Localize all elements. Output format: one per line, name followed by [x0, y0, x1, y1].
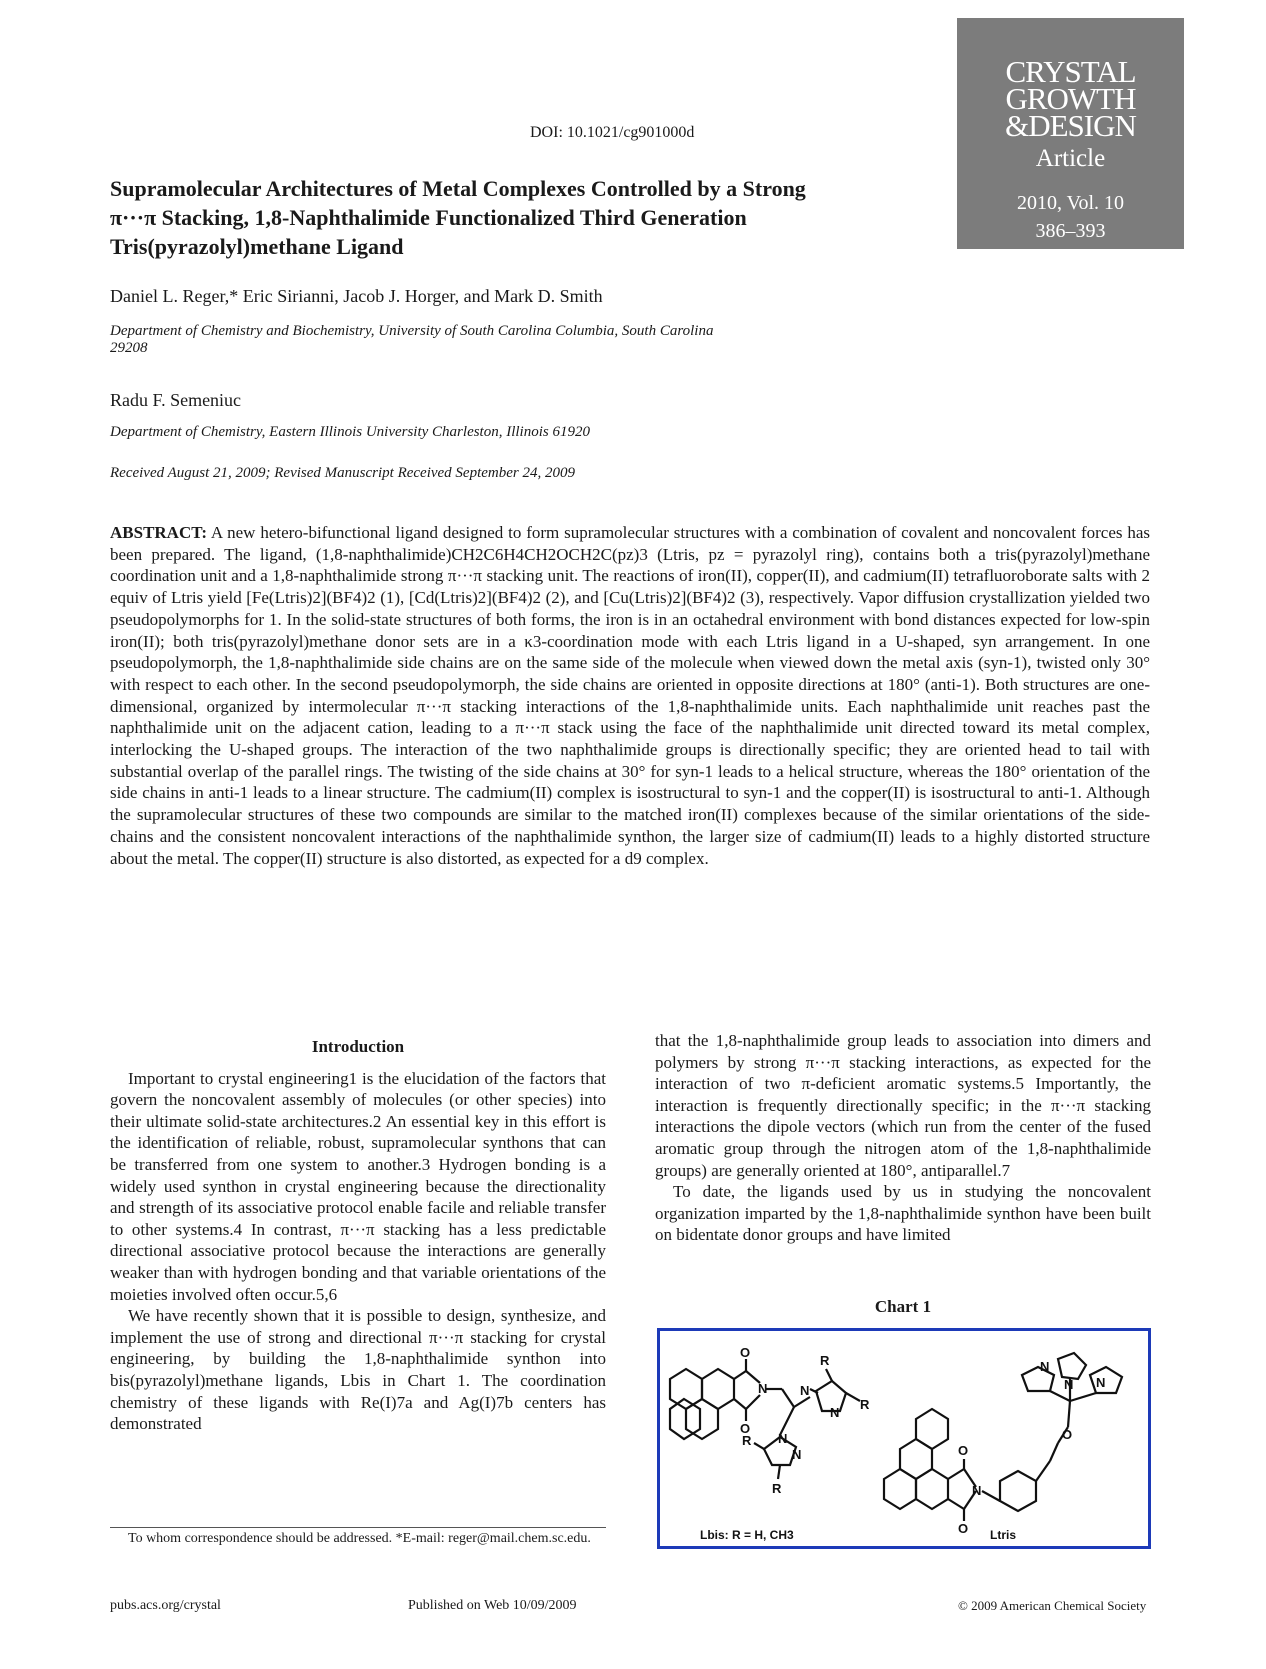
right-column — [655, 1030, 1151, 1246]
abstract — [110, 522, 1150, 869]
atom-label-r: R — [772, 1481, 782, 1496]
footnote-divider — [110, 1527, 606, 1528]
atom-label-n: N — [758, 1381, 768, 1396]
paragraph: Important to crystal engineering1 is the elucidation of the factors that govern the noncovalent assembly of molecules (or other species) into their ultimate solid-state architectures.2 An essential key in this effort is the identification of reliable, robust, supramolecular synthons that can be transferred from one system to another.3 Hydrogen bonding is a widely used synthon in crystal engineering because the directionality and strength of its associative protocol enable facile and reliable transfer to other systems.4 In contrast, π···π stacking has a less predictable directional associative protocol because the interactions are generally weaker than with hydrogen bonding and that variable orientations of the moieties involved often occur.5,6 — [110, 1068, 606, 1304]
author-list-2: Radu F. Semeniuc — [110, 390, 242, 410]
left-column — [110, 1036, 606, 1435]
journal-name-line1: CRYSTAL — [1005, 54, 1136, 89]
journal-name-line2: GROWTH — [1005, 81, 1136, 116]
chart-figure — [657, 1328, 1151, 1549]
atom-label-n: N — [800, 1383, 810, 1398]
chart-caption: Chart 1 — [874, 1297, 932, 1316]
journal-logo — [957, 18, 1184, 143]
atom-label-o: O — [1062, 1427, 1073, 1442]
atom-label-n: N — [1096, 1375, 1106, 1390]
footer-published-date: Published on Web 10/09/2009 — [408, 1598, 577, 1613]
affiliation-1: Department of Chemistry and Biochemistry, University of South Carolina Columbia, South Carolina 29208 — [110, 323, 714, 356]
atom-label-n: N — [792, 1447, 802, 1462]
ltris-structure — [884, 1353, 1122, 1521]
doi: DOI: 10.1021/cg901000d — [530, 124, 695, 141]
atom-label-r: R — [742, 1433, 752, 1448]
article-type: Article — [1035, 145, 1106, 172]
footer-copyright: © 2009 American Chemical Society — [958, 1598, 1147, 1613]
atom-label-n: N — [1064, 1377, 1074, 1392]
paper-title: Supramolecular Architectures of Metal Complexes Controlled by a Strong π···π Stacking, 1,8-Naphthalimide Functionalized Third Generation Tris(pyrazolyl)methane Ligand — [110, 176, 806, 259]
abstract-text: A new hetero-bifunctional ligand designed to form supramolecular structures with a combination of covalent and noncovalent forces has been prepared. The ligand, (1,8-naphthalimide)CH2C6H4CH2OCH2C(pz)3 (Ltris, pz = pyrazolyl ring), contains both a tris(pyrazolyl)methane coordination unit and a 1,8-naphthalimide strong π···π stacking unit. The reactions of iron(II), copper(II), and cadmium(II) tetrafluoroborate salts with 2 equiv of Ltris yield [Fe(Ltris)2](BF4)2 (1), [Cd(Ltris)2](BF4)2 (2), and [Cu(Ltris)2](BF4)2 (3), respectively. Vapor diffusion crystallization yielded two pseudopolymorphs for 1. In the solid-state structures of both forms, the iron is in an octahedral environment with bond distances expected for low-spin iron(II); both tris(pyrazolyl)methane donor sets are in a κ3-coordination mode with each Ltris ligand in a U-shaped, syn arrangement. In one pseudopolymorph, the 1,8-naphthalimide side chains are on the same side of the molecule when viewed down the metal axis (syn-1), twisted only 30° with respect to each other. In the second pseudopolymorph, the side chains are oriented in opposite directions at 180° (anti-1). Both structures are one-dimensional, organized by intermolecular π···π stacking interactions of the 1,8-naphthalimide units. Each naphthalimide unit reaches past the naphthalimide unit on the adjacent cation, leading to a π···π stack using the face of the naphthalimide unit directed toward its metal complex, interlocking the U-shaped groups. The interaction of the two naphthalimide groups is directionally specific; they are oriented head to tail with substantial overlap of the parallel rings. The twisting of the side chains at 30° for syn-1 leads to a helical structure, whereas the 180° orientation of the side chains in anti-1 leads to a linear structure. The cadmium(II) complex is isostructural to syn-1 and the copper(II) is isostructural to anti-1. Although the supramolecular structures of these two compounds are similar to the matched iron(II) complexes because of the similar orientations of the side-chains and the consistent noncovalent interactions of the naphthalimide synthon, the larger size of cadmium(II) leads to a highly distorted structure about the metal. The copper(II) structure is also distorted, as expected for a d9 complex. — [110, 523, 1151, 868]
atom-label-n: N — [778, 1431, 788, 1446]
page-range: 386–393 — [1035, 220, 1106, 242]
footer-journal-url: pubs.acs.org/crystal — [110, 1598, 221, 1613]
abstract-label: ABSTRACT: — [110, 523, 207, 542]
received-dates: Received August 21, 2009; Revised Manuscript Received September 24, 2009 — [110, 465, 575, 481]
lbis-label: Lbis: R = H, CH3 — [700, 1528, 794, 1542]
atom-label-o: O — [958, 1521, 969, 1536]
paragraph: that the 1,8-naphthalimide group leads to association into dimers and polymers by strong π···π stacking interactions, as expected for the interaction of two π-deficient aromatic systems.5 Importantly, the interaction is frequently directionally specific; in the π···π stacking interactions the dipole vectors (which run from the center of the fused aromatic group through the nitrogen atom of the 1,8-naphthalimide groups) are generally oriented at 180°, antiparallel.7 — [655, 1031, 1151, 1180]
year-volume: 2010, Vol. 10 — [1016, 192, 1125, 214]
footnote: To whom correspondence should be addressed. *E-mail: reger@mail.chem.sc.edu. — [128, 1531, 591, 1546]
paragraph: We have recently shown that it is possible to design, synthesize, and implement the use of strong and directional π···π stacking for crystal engineering, by building the 1,8-naphthalimide synthon into bis(pyrazolyl)methane ligands, Lbis in Chart 1. The coordination chemistry of these ligands with Re(I)7a and Ag(I)7b centers has demonstrated — [110, 1306, 606, 1434]
chemical-structures — [660, 1331, 1148, 1546]
atom-label-o: O — [740, 1345, 751, 1360]
journal-name-line3: &DESIGN — [1005, 108, 1136, 143]
affiliation-2: Department of Chemistry, Eastern Illinois University Charleston, Illinois 61920 — [110, 424, 590, 440]
atom-label-r: R — [820, 1353, 830, 1368]
ltris-label: Ltris — [990, 1528, 1017, 1542]
atom-label-o: O — [740, 1421, 751, 1436]
atom-label-r: R — [860, 1397, 870, 1412]
atom-label-o: O — [958, 1443, 969, 1458]
author-list-1: Daniel L. Reger,* Eric Sirianni, Jacob J. Horger, and Mark D. Smith — [110, 286, 603, 306]
atom-label-n: N — [830, 1405, 840, 1420]
atom-label-n: N — [972, 1483, 982, 1498]
atom-label-n: N — [1040, 1359, 1050, 1374]
section-heading-introduction: Introduction — [311, 1037, 405, 1056]
paragraph: To date, the ligands used by us in studying the noncovalent organization imparted by the 1,8-naphthalimide synthon have been built on bidentate donor groups and have limited — [655, 1182, 1151, 1245]
journal-logo-box — [957, 18, 1184, 249]
